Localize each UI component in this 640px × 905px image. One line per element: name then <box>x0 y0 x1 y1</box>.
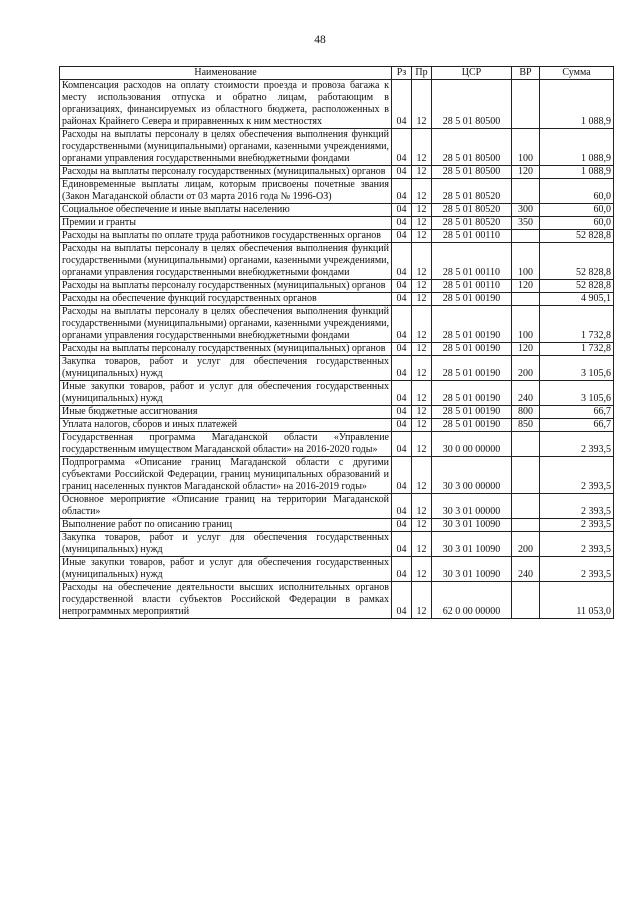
cell-vr <box>512 230 540 243</box>
cell-sum: 60,0 <box>540 204 614 217</box>
cell-name: Выполнение работ по описанию границ <box>60 519 392 532</box>
table-row <box>60 306 614 343</box>
cell-pr: 12 <box>412 582 432 619</box>
cell-csr: 28 5 01 80500 <box>432 129 512 166</box>
cell-name: Иные закупки товаров, работ и услуг для обеспечения государственных (муниципальных) нужд <box>60 557 392 582</box>
cell-rz: 04 <box>392 204 412 217</box>
cell-vr: 240 <box>512 381 540 406</box>
cell-name: Расходы на выплаты персоналу в целях обеспечения выполнения функций государственными (муниципальными) органами, казенными учреждениями, органами управления государственными внебюджетными фондами <box>60 306 392 343</box>
table-row <box>60 494 614 519</box>
cell-pr: 12 <box>412 230 432 243</box>
cell-sum: 52 828,8 <box>540 230 614 243</box>
cell-csr: 28 5 01 00110 <box>432 230 512 243</box>
cell-csr: 28 5 01 80500 <box>432 80 512 129</box>
table-row <box>60 406 614 419</box>
cell-csr: 62 0 00 00000 <box>432 582 512 619</box>
cell-rz: 04 <box>392 243 412 280</box>
budget-table <box>59 66 614 619</box>
cell-csr: 28 5 01 80520 <box>432 179 512 204</box>
cell-vr: 350 <box>512 217 540 230</box>
cell-pr: 12 <box>412 343 432 356</box>
cell-sum: 2 393,5 <box>540 457 614 494</box>
cell-rz: 04 <box>392 457 412 494</box>
cell-name: Иные бюджетные ассигнования <box>60 406 392 419</box>
cell-rz: 04 <box>392 519 412 532</box>
table-row <box>60 432 614 457</box>
cell-name: Расходы на выплаты персоналу в целях обеспечения выполнения функций государственными (муниципальными) органами, казенными учреждениями, органами управления государственными внебюджетными фондами <box>60 243 392 280</box>
cell-vr: 120 <box>512 166 540 179</box>
cell-csr: 28 5 01 80520 <box>432 204 512 217</box>
table-row <box>60 230 614 243</box>
cell-csr: 30 3 00 00000 <box>432 457 512 494</box>
cell-pr: 12 <box>412 494 432 519</box>
cell-csr: 30 3 01 10090 <box>432 557 512 582</box>
cell-sum: 1 088,9 <box>540 166 614 179</box>
page-number: 48 <box>314 34 326 46</box>
cell-vr: 200 <box>512 356 540 381</box>
cell-vr <box>512 293 540 306</box>
cell-pr: 12 <box>412 293 432 306</box>
cell-pr: 12 <box>412 204 432 217</box>
cell-pr: 12 <box>412 306 432 343</box>
cell-name: Уплата налогов, сборов и иных платежей <box>60 419 392 432</box>
cell-csr: 30 3 01 10090 <box>432 532 512 557</box>
table-row <box>60 179 614 204</box>
cell-sum: 1 088,9 <box>540 80 614 129</box>
table-row <box>60 457 614 494</box>
table-row <box>60 293 614 306</box>
cell-name: Закупка товаров, работ и услуг для обеспечения государственных (муниципальных) нужд <box>60 356 392 381</box>
cell-sum: 2 393,5 <box>540 532 614 557</box>
cell-csr: 30 3 01 00000 <box>432 494 512 519</box>
table-row <box>60 557 614 582</box>
table-row <box>60 243 614 280</box>
cell-vr: 120 <box>512 280 540 293</box>
cell-csr: 28 5 01 00190 <box>432 343 512 356</box>
cell-rz: 04 <box>392 343 412 356</box>
cell-sum: 3 105,6 <box>540 381 614 406</box>
cell-pr: 12 <box>412 381 432 406</box>
cell-rz: 04 <box>392 381 412 406</box>
cell-pr: 12 <box>412 80 432 129</box>
cell-name: Премии и гранты <box>60 217 392 230</box>
cell-name: Расходы на выплаты персоналу государственных (муниципальных) органов <box>60 343 392 356</box>
table-row <box>60 129 614 166</box>
table-row <box>60 419 614 432</box>
cell-csr: 28 5 01 00190 <box>432 381 512 406</box>
cell-rz: 04 <box>392 230 412 243</box>
cell-name: Государственная программа Магаданской области «Управление государственным имуществом Магаданской области» на 2016-2020 годы» <box>60 432 392 457</box>
cell-csr: 30 0 00 00000 <box>432 432 512 457</box>
col-header-vr: ВР <box>512 67 540 80</box>
cell-csr: 28 5 01 00190 <box>432 406 512 419</box>
cell-csr: 28 5 01 00190 <box>432 419 512 432</box>
cell-csr: 28 5 01 00190 <box>432 356 512 381</box>
cell-name: Подпрограмма «Описание границ Магаданской области с другими субъектами Российской Федерации, границ муниципальных образований и границ населенных пунктов Магаданской области» на 2016-2019 годы» <box>60 457 392 494</box>
cell-sum: 66,7 <box>540 406 614 419</box>
cell-vr: 100 <box>512 243 540 280</box>
cell-sum: 66,7 <box>540 419 614 432</box>
col-header-rz: Рз <box>392 67 412 80</box>
cell-name: Расходы на выплаты персоналу государственных (муниципальных) органов <box>60 166 392 179</box>
cell-pr: 12 <box>412 166 432 179</box>
cell-vr <box>512 432 540 457</box>
cell-sum: 4 905,1 <box>540 293 614 306</box>
cell-pr: 12 <box>412 557 432 582</box>
col-header-pr: Пр <box>412 67 432 80</box>
cell-vr: 100 <box>512 129 540 166</box>
cell-rz: 04 <box>392 419 412 432</box>
cell-rz: 04 <box>392 306 412 343</box>
cell-pr: 12 <box>412 280 432 293</box>
cell-vr: 240 <box>512 557 540 582</box>
table-row <box>60 343 614 356</box>
cell-rz: 04 <box>392 532 412 557</box>
cell-csr: 28 5 01 00190 <box>432 293 512 306</box>
table-header-row <box>60 67 614 80</box>
cell-csr: 28 5 01 80520 <box>432 217 512 230</box>
cell-vr: 800 <box>512 406 540 419</box>
cell-rz: 04 <box>392 582 412 619</box>
table-row <box>60 204 614 217</box>
cell-name: Компенсация расходов на оплату стоимости проезда и провоза багажа к месту использования отпуска и обратно лицам, работающим в организациях, финансируемых из областного бюджета, расположенных в районах Крайнего Севера и приравненных к ним местностях <box>60 80 392 129</box>
cell-sum: 2 393,5 <box>540 519 614 532</box>
cell-pr: 12 <box>412 532 432 557</box>
cell-name: Социальное обеспечение и иные выплаты населению <box>60 204 392 217</box>
cell-vr <box>512 582 540 619</box>
cell-pr: 12 <box>412 356 432 381</box>
cell-name: Иные закупки товаров, работ и услуг для обеспечения государственных (муниципальных) нужд <box>60 381 392 406</box>
cell-rz: 04 <box>392 166 412 179</box>
cell-name: Расходы на выплаты персоналу в целях обеспечения выполнения функций государственными (муниципальными) органами, казенными учреждениями, органами управления государственными внебюджетными фондами <box>60 129 392 166</box>
table-row <box>60 280 614 293</box>
cell-name: Расходы на выплаты по оплате труда работников государственных органов <box>60 230 392 243</box>
cell-vr <box>512 519 540 532</box>
cell-vr: 120 <box>512 343 540 356</box>
cell-sum: 2 393,5 <box>540 557 614 582</box>
cell-csr: 30 3 01 10090 <box>432 519 512 532</box>
table-row <box>60 532 614 557</box>
cell-pr: 12 <box>412 179 432 204</box>
table-row <box>60 381 614 406</box>
col-header-csr: ЦСР <box>432 67 512 80</box>
cell-name: Единовременные выплаты лицам, которым присвоены почетные звания (Закон Магаданской области от 03 марта 2016 года № 1996-ОЗ) <box>60 179 392 204</box>
table-row <box>60 519 614 532</box>
cell-vr: 100 <box>512 306 540 343</box>
cell-vr: 850 <box>512 419 540 432</box>
cell-sum: 2 393,5 <box>540 494 614 519</box>
cell-sum: 1 088,9 <box>540 129 614 166</box>
cell-name: Основное мероприятие «Описание границ на территории Магаданской области» <box>60 494 392 519</box>
cell-sum: 60,0 <box>540 217 614 230</box>
cell-sum: 1 732,8 <box>540 343 614 356</box>
cell-rz: 04 <box>392 293 412 306</box>
cell-pr: 12 <box>412 406 432 419</box>
cell-rz: 04 <box>392 494 412 519</box>
cell-rz: 04 <box>392 432 412 457</box>
cell-pr: 12 <box>412 432 432 457</box>
cell-name: Расходы на обеспечение функций государственных органов <box>60 293 392 306</box>
cell-name: Расходы на выплаты персоналу государственных (муниципальных) органов <box>60 280 392 293</box>
table-row <box>60 582 614 619</box>
col-header-name: Наименование <box>60 67 392 80</box>
cell-rz: 04 <box>392 356 412 381</box>
cell-vr: 300 <box>512 204 540 217</box>
cell-rz: 04 <box>392 80 412 129</box>
cell-vr <box>512 457 540 494</box>
cell-rz: 04 <box>392 179 412 204</box>
cell-sum: 52 828,8 <box>540 243 614 280</box>
cell-rz: 04 <box>392 280 412 293</box>
table-row <box>60 166 614 179</box>
cell-csr: 28 5 01 80500 <box>432 166 512 179</box>
cell-sum: 3 105,6 <box>540 356 614 381</box>
table-row <box>60 356 614 381</box>
cell-sum: 11 053,0 <box>540 582 614 619</box>
cell-rz: 04 <box>392 557 412 582</box>
cell-name: Закупка товаров, работ и услуг для обеспечения государственных (муниципальных) нужд <box>60 532 392 557</box>
cell-csr: 28 5 01 00110 <box>432 243 512 280</box>
cell-rz: 04 <box>392 217 412 230</box>
cell-pr: 12 <box>412 519 432 532</box>
col-header-sum: Сумма <box>540 67 614 80</box>
cell-vr <box>512 80 540 129</box>
cell-rz: 04 <box>392 406 412 419</box>
cell-rz: 04 <box>392 129 412 166</box>
cell-vr <box>512 494 540 519</box>
cell-pr: 12 <box>412 217 432 230</box>
cell-name: Расходы на обеспечение деятельности высших исполнительных органов государственной власти субъектов Российской Федерации в рамках непрограммных мероприятий <box>60 582 392 619</box>
cell-vr <box>512 179 540 204</box>
cell-sum: 52 828,8 <box>540 280 614 293</box>
table-row <box>60 80 614 129</box>
cell-sum: 2 393,5 <box>540 432 614 457</box>
cell-pr: 12 <box>412 129 432 166</box>
cell-pr: 12 <box>412 243 432 280</box>
cell-csr: 28 5 01 00110 <box>432 280 512 293</box>
cell-pr: 12 <box>412 457 432 494</box>
cell-pr: 12 <box>412 419 432 432</box>
cell-csr: 28 5 01 00190 <box>432 306 512 343</box>
table-row <box>60 217 614 230</box>
cell-vr: 200 <box>512 532 540 557</box>
cell-sum: 60,0 <box>540 179 614 204</box>
cell-sum: 1 732,8 <box>540 306 614 343</box>
